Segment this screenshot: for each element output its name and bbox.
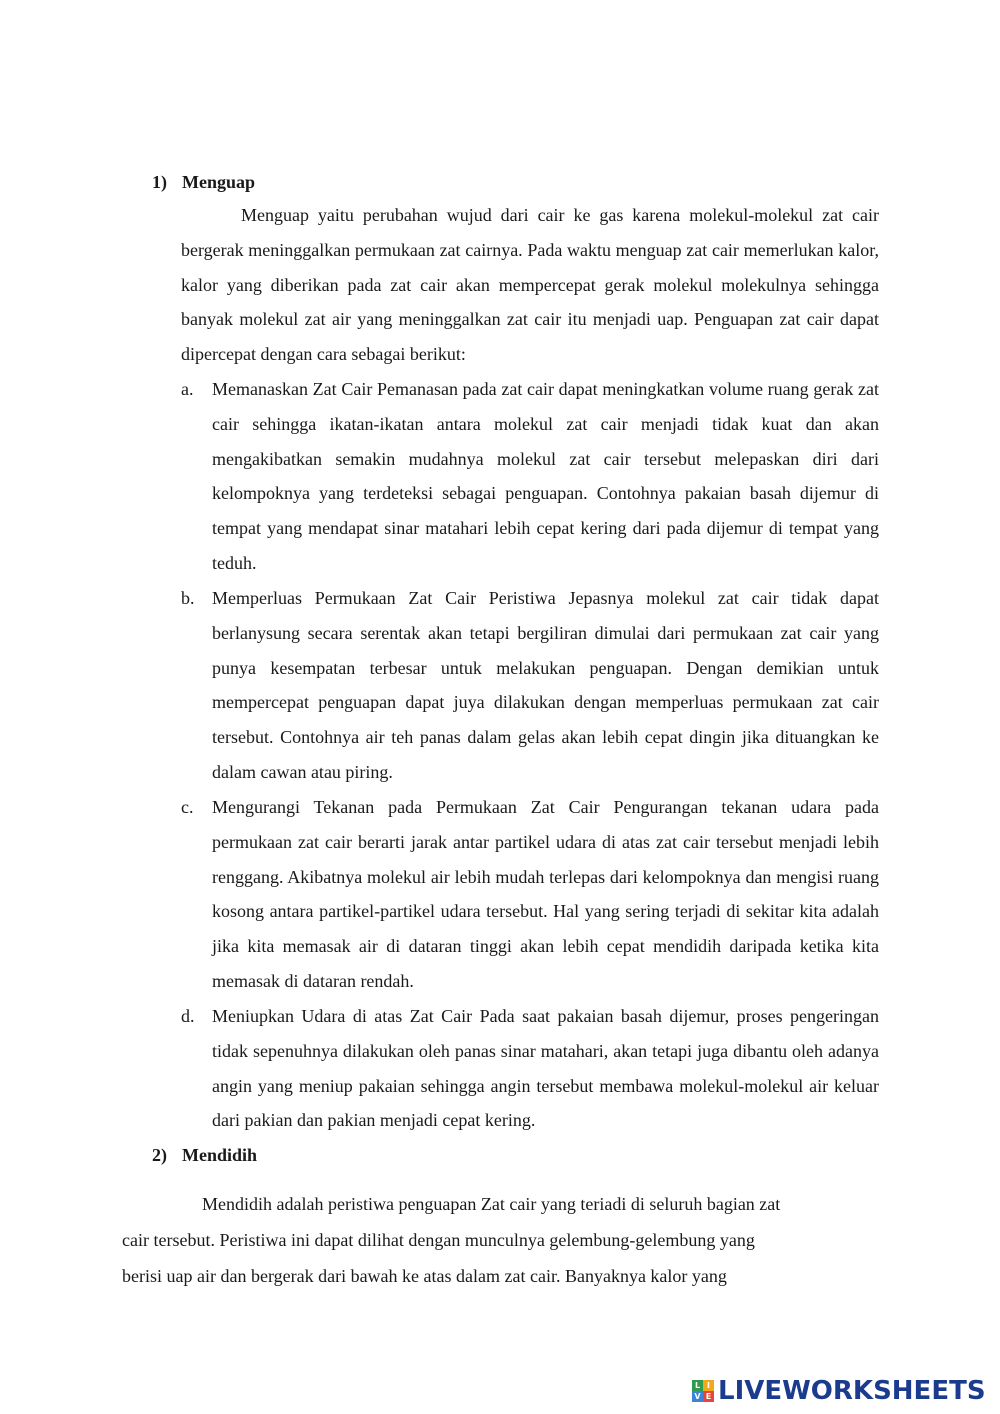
list-item-text: Mengurangi Tekanan pada Permukaan Zat Cair Pengurangan tekanan udara pada permukaan zat cair berarti jarak antar partikel udara di atas zat cair tersebut menjadi lebih renggang. Akibatnya molekul air lebih mudah terlepas dari kelompoknya dan mengisi ruang kosong antara partikel-partikel udara tersebut. Hal yang sering terjadi di sekitar kita adalah jika kita memasak air di dataran tinggi akan lebih cepat mendidih daripada ketika kita memasak di dataran rendah. — [212, 797, 879, 991]
list-item-b — [181, 581, 879, 790]
list-item-label: d. — [181, 1006, 195, 1026]
liveworksheets-logo-text: LIVEWORKSHEETS — [718, 1376, 986, 1406]
section-1-heading — [152, 172, 255, 192]
list-item-label: c. — [181, 797, 194, 817]
list-item-text: Memanaskan Zat Cair Pemanasan pada zat cair dapat meningkatkan volume ruang gerak zat cair sehingga ikatan-ikatan antara molekul zat cair menjadi tidak kuat dan akan mengakibatkan semakin mudahnya molekul zat cair tersebut melepaskan diri dari kelompoknya yang terdeteksi sebagai penguapan. Contohnya pakaian basah dijemur di tempat yang mendapat sinar matahari lebih cepat kering dari pada dijemur di tempat yang teduh. — [212, 379, 879, 573]
list-item-d — [181, 999, 879, 1138]
liveworksheets-logo-icon: L I V E — [692, 1380, 714, 1402]
section-1-number: 1) — [152, 172, 167, 192]
section-2-title: Mendidih — [182, 1145, 258, 1165]
list-item-c — [181, 790, 879, 999]
section-1-intro-text: Menguap yaitu perubahan wujud dari cair ke gas karena molekul-molekul zat cair bergerak meninggalkan permukaan zat cairnya. Pada waktu menguap zat cair memerlukan kalor, kalor yang diberikan pada zat cair akan mempercepat gerak molekul molekulnya sehingga banyak molekul zat air yang meninggalkan zat cair itu menjadi uap. Penguapan zat cair dapat dipercepat dengan cara sebagai berikut: — [181, 205, 879, 365]
list-item-a — [181, 372, 879, 581]
liveworksheets-logo — [692, 1374, 986, 1408]
section-2-heading — [152, 1145, 257, 1165]
list-item-text: Meniupkan Udara di atas Zat Cair Pada saat pakaian basah dijemur, proses pengeringan tidak sepenuhnya dilakukan oleh panas sinar matahari, akan tetapi juga dibantu oleh adanya angin yang meniup pakaian sehingga angin tersebut membawa molekul-molekul air keluar dari pakian dan pakian menjadi cepat kering. — [212, 1006, 879, 1131]
list-item-label: b. — [181, 588, 195, 608]
section-2-number: 2) — [152, 1145, 167, 1165]
section-2-paragraph — [122, 1186, 862, 1294]
section-1-title: Menguap — [182, 172, 256, 192]
list-item-text: Memperluas Permukaan Zat Cair Peristiwa Jepasnya molekul zat cair tidak dapat berlanysung secara serentak akan tetapi bergiliran dimulai dari permukaan zat cair yang punya kesempatan terbesar untuk melakukan penguapan. Dengan demikian untuk mempercepat penguapan dapat juya dilakukan dengan memperluas permukaan zat cair tersebut. Contohnya air teh panas dalam gelas akan lebih cepat dingin jika dituangkan ke dalam cawan atau piring. — [212, 588, 879, 782]
section-1-intro — [181, 198, 879, 372]
paragraph-line: Mendidih adalah peristiwa penguapan Zat cair yang teriadi di seluruh bagian zat — [202, 1194, 781, 1214]
paragraph-line: cair tersebut. Peristiwa ini dapat dilihat dengan munculnya gelembung-gelembung yang — [122, 1230, 755, 1250]
paragraph-line: berisi uap air dan bergerak dari bawah ke atas dalam zat cair. Banyaknya kalor yang — [122, 1266, 727, 1286]
list-item-label: a. — [181, 379, 194, 399]
